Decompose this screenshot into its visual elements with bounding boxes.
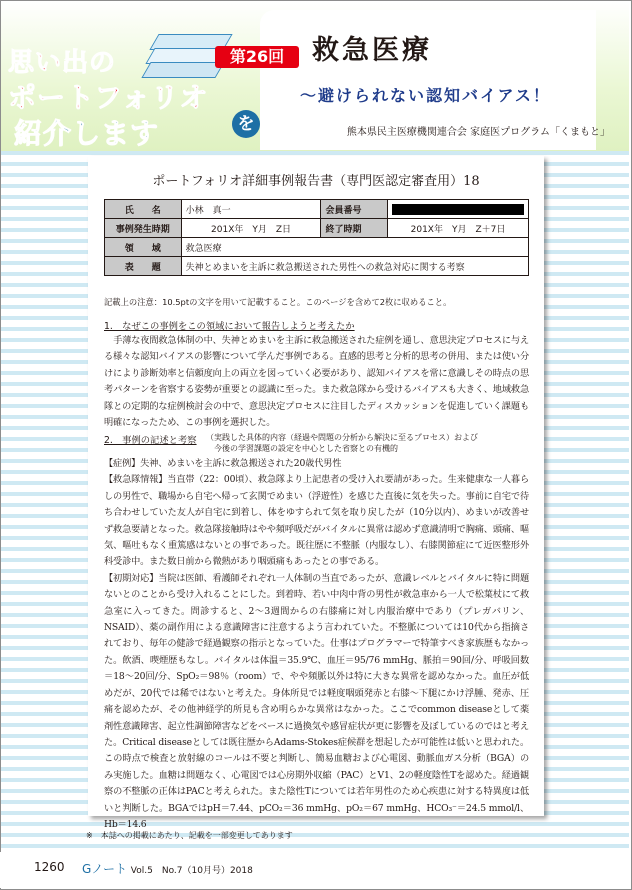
end-label: 終了時期 <box>321 219 388 238</box>
name-label: 氏 名 <box>105 200 182 219</box>
subject-label: 表 題 <box>105 257 182 276</box>
section-1-text: 手薄な夜間救急体制の中、失神とめまいを主訴に救急搬送された症例を通し、意思決定プロセスに与える様々な認知バイアスの影響について学んだ事例である。直感的思考と分析的思考の併用、または使い分けにより診断効率と信頼度向上の両立を図っていく必要があり、認知バイアスを常に意識しその時点の思考パターンを省察する姿勢が重要との認識に至った。また救急隊から受けるバイアスも大きく、地域救急隊との定期的な症例検討会の中で、意思決定プロセスに注目したディスカッションを促進していく課題も明確になったため、この事例を選択した。 <box>104 335 529 429</box>
series-line-1: 思い出の <box>8 48 117 78</box>
section-2-note-line-1: （実践した具体的内容（経過や問題の分析から解決に至るプロセス）および <box>206 433 478 442</box>
footnote: ※ 本誌への掲載にあたり、記載を一部変更してあります <box>86 831 293 840</box>
series-particle: を <box>232 110 260 138</box>
article-title: 救急医療 <box>312 35 432 66</box>
end-value: 201X年 Y月 Z＋7日 <box>388 219 529 238</box>
article-subtitle: 〜避けられない認知バイアス！ <box>300 86 551 105</box>
name-value: 小林 真一 <box>181 200 321 219</box>
journal-volume: Vol.5 No.7（10月号）2018 <box>130 866 253 876</box>
report-info-table <box>104 199 529 276</box>
section-2-note-line-2: 今後の学習課題の設定を中心とした省察との有機的 <box>214 444 398 453</box>
initial-response: 【初期対応】当院は医師、看護師それぞれ一人体制の当直であったが、意識レベルとバイタルに特に問題ないとのことから受け入れることにした。到着時、若い中肉中背の男性が救急車から一人で松葉杖にて救急室に入ってきた。問診すると、2〜3週間からの右膝痛に対し内服治療中であり（プレガバリン、NSAID）、薬の副作用による意識障害に注意するよう言われていた。不整脈については10代から指摘されており、毎年の健診で経過観察の指示となっていた。仕事はプログラマーで特筆すべき家族歴もなかった。飲酒、喫煙歴もなし。バイタルは体温＝35.9℃、血圧＝95/76 mmHg、脈拍＝90回/分、呼吸回数＝18〜20回/分、SpO₂＝98％（room）で、やや頻脈以外は特に大きな異常を認めなかった。血圧が低めだが、20代では稀ではないと考えた。身体所見では軽度咽頭発赤と右膝〜下腿にかけ浮腫、発赤、圧痛を認めたが、その他神経学的所見も含め明らかな異常はなかった。ここでcommon diseaseとして薬剤性意識障害、起立性調節障害などをベースに過換気や感冒症状が更に影響を及ぼしているのではと考えた。Critical diseaseとしては既往歴からAdams-Stokes症候群を想起したが可能性は低いと思われた。この時点で検査と放射線のコールは不要と判断し、簡易血糖および心電図、動脈血ガス分析（BGA）のみ実施した。血糖は問題なく、心電図では心房期外収縮（PAC）とV1、2の軽度陰性Tを認めた。経過観察の不整脈の正体はPACと考えられた。また陰性Tについては若年男性のため心疾患に対する特異度は低いと判断した。BGAではpH＝7.44、pCO₂＝36 mmHg、pO₂＝67 mmHg、HCO₃⁻＝24.5 mmol/l、Hb＝14.6 <box>104 572 529 830</box>
section-2-heading-text: 2. 事例の記述と考察 <box>104 435 197 446</box>
series-logo <box>8 10 268 150</box>
field-label: 領 域 <box>105 238 182 257</box>
writing-note: 記載上の注意：10.5ptの文字を用いて記載すること。このページを含めて2枚に収めること。 <box>104 297 452 307</box>
case-line: 【症例】失神、めまいを主訴に救急搬送された20歳代男性 <box>104 458 342 469</box>
redacted-block <box>392 204 524 215</box>
ems-info: 【救急隊情報】当直帯（22：00頃）、救急隊より上記患者の受け入れ要請があった。生来健康な一人暮らしの男性で、職場から自宅へ帰って玄関でめまい（浮遊性）を感じた直後に気を失った。事前に自宅で待ち合わせしていた友人が自宅に到着し、体をゆすられて気を取り戻したが（10分以内）、めまいが改善せず救急要請となった。救急隊接触時はやや頻呼吸だがバイタルに異常は認めず意識清明で胸痛、頭痛、嘔気、嘔吐もなく重篤感はないとの事であった。既往歴に不整脈（内服なし）、右膝関節症にて近医整形外科受診中。また数日前から微熱があり咽頭痛もあったとの事である。 <box>104 474 529 568</box>
member-value <box>388 200 529 219</box>
member-label: 会員番号 <box>321 200 388 219</box>
section-1-body <box>104 333 529 431</box>
journal-title: Gノート <box>82 862 127 876</box>
section-2-note <box>206 432 478 454</box>
date-label: 事例発生時期 <box>105 219 182 238</box>
series-line-3: 紹介します <box>14 117 160 150</box>
report-title: ポートフォリオ詳細事例報告書（専門医認定審査用）18 <box>152 174 480 189</box>
section-1-heading-text: 1. なぜこの事例をこの領域において報告しようと考えたか <box>104 321 355 332</box>
field-value: 救急医療 <box>181 238 528 257</box>
subject-value: 失神とめまいを主訴に救急搬送された男性への救急対応に関する考察 <box>181 257 528 276</box>
section-1-heading <box>104 318 355 332</box>
page-number: 1260 <box>34 860 65 874</box>
section-2-heading <box>104 432 197 446</box>
series-line-2: ポートフォリオ <box>8 81 209 114</box>
issue-badge: 第26回 <box>215 46 299 68</box>
section-2-body <box>104 456 529 833</box>
report-sheet <box>88 156 544 830</box>
article-byline: 熊本県民主医療機関連合会 家庭医プログラム「くまもと」 <box>346 127 610 138</box>
journal-name <box>82 860 253 877</box>
date-value: 201X年 Y月 Z日 <box>181 219 321 238</box>
